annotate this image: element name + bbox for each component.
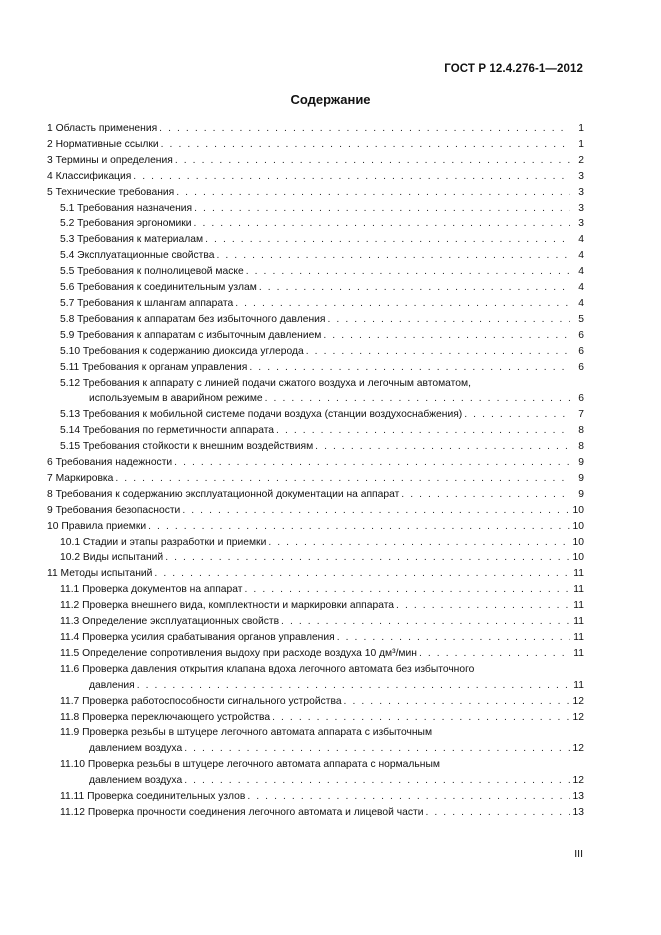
- toc-entry-title: 11.1 Проверка документов на аппарат: [60, 584, 243, 596]
- dot-leader: [464, 407, 570, 423]
- toc-entry[interactable]: [47, 614, 584, 630]
- dot-leader: [176, 185, 570, 201]
- toc-entry-title: 11.12 Проверка прочности соединения легочного автомата и лицевой части: [60, 806, 424, 818]
- toc-page-number: 13: [572, 806, 584, 818]
- toc-page-number: 11: [573, 632, 584, 643]
- toc-entry[interactable]: [47, 169, 584, 185]
- toc-entry-title: 2 Нормативные ссылки: [47, 138, 159, 150]
- toc-entry-title: 5 Технические требования: [47, 186, 175, 198]
- toc-entry[interactable]: [47, 789, 584, 805]
- toc-entry[interactable]: [47, 519, 584, 535]
- toc-entry[interactable]: [47, 566, 584, 582]
- toc-page-number: 4: [578, 297, 584, 309]
- toc-entry-title-continuation: используемым в аварийном режиме: [89, 393, 263, 405]
- toc-page-number: 7: [578, 409, 584, 421]
- dot-leader: [306, 344, 570, 360]
- dot-leader: [268, 535, 570, 551]
- toc-entry-title: 4 Классификация: [47, 170, 132, 182]
- toc-page-number: 1: [578, 138, 584, 150]
- toc-entry-title: 5.5 Требования к полнолицевой маске: [60, 266, 244, 278]
- toc-entry[interactable]: [47, 694, 584, 710]
- dot-leader: [161, 137, 570, 153]
- toc-page-number: 6: [578, 329, 584, 341]
- dot-leader: [419, 646, 570, 662]
- toc-entry-title: 5.8 Требования к аппаратам без избыточного давления: [60, 313, 326, 325]
- toc-entry[interactable]: [47, 439, 584, 455]
- toc-entry-title: 5.2 Требования эргономики: [60, 218, 192, 230]
- dot-leader: [247, 789, 570, 805]
- toc-entry[interactable]: [47, 487, 584, 503]
- dot-leader: [184, 773, 570, 789]
- toc-entry[interactable]: [47, 121, 584, 137]
- dot-leader: [235, 296, 570, 312]
- toc-entry[interactable]: [47, 805, 584, 821]
- toc-entry-title: 11.4 Проверка усилия срабатывания органов управления: [60, 632, 335, 643]
- dot-leader: [133, 169, 570, 185]
- toc-entry-title: 10.2 Виды испытаний: [60, 552, 164, 564]
- toc-entry-title: 5.13 Требования к мобильной системе подачи воздуха (станции воздухоснабжения): [60, 409, 463, 421]
- toc-entry-title: 5.11 Требования к органам управления: [60, 361, 248, 373]
- toc-page-number: 3: [578, 186, 584, 198]
- toc-page-number: 12: [572, 743, 584, 755]
- dot-leader: [244, 582, 570, 598]
- toc-entry[interactable]: [47, 201, 584, 217]
- dot-leader: [174, 455, 570, 471]
- toc-entry[interactable]: [47, 535, 584, 551]
- dot-leader: [396, 598, 570, 614]
- toc-page-number: 5: [578, 313, 584, 325]
- toc-entry[interactable]: [47, 598, 584, 614]
- toc-entry-title: 10 Правила приемки: [47, 520, 147, 532]
- toc-entry[interactable]: [47, 407, 584, 423]
- toc-entry[interactable]: [47, 312, 584, 328]
- toc-entry-title-continuation: давлением воздуха: [89, 775, 183, 787]
- toc-entry[interactable]: [47, 153, 584, 169]
- toc-entry-title: 5.7 Требования к шлангам аппарата: [60, 297, 234, 309]
- toc-page-number: 11: [573, 647, 584, 659]
- toc-page-number: 9: [578, 488, 584, 500]
- toc-entry-title: 7 Маркировка: [47, 472, 114, 484]
- toc-page-number: 12: [572, 711, 584, 723]
- dot-leader: [205, 232, 570, 248]
- toc-page-number: 9: [578, 472, 584, 484]
- toc-page-number: 13: [572, 791, 584, 803]
- toc-entry[interactable]: [47, 550, 584, 566]
- toc-page-number: 8: [578, 441, 584, 453]
- dot-leader: [249, 360, 570, 376]
- toc-entry[interactable]: [47, 582, 584, 598]
- toc-page-number: 1: [578, 123, 584, 134]
- dot-leader: [337, 630, 570, 646]
- dot-leader: [165, 550, 570, 566]
- dot-leader: [276, 423, 570, 439]
- toc-entry-title: 11.11 Проверка соединительных узлов: [60, 791, 246, 803]
- toc-entry-title-continuation: давлением воздуха: [89, 743, 183, 755]
- toc-page-number: 6: [578, 393, 584, 405]
- toc-page-number: 10: [572, 552, 584, 564]
- toc-entry-title: 6 Требования надежности: [47, 457, 173, 469]
- toc-entry[interactable]: [47, 328, 584, 344]
- dot-leader: [315, 439, 570, 455]
- dot-leader: [216, 248, 570, 264]
- dot-leader: [154, 566, 570, 582]
- dot-leader: [182, 503, 570, 519]
- dot-leader: [425, 805, 570, 821]
- table-of-contents: [47, 121, 584, 821]
- dot-leader: [184, 741, 570, 757]
- toc-entry[interactable]: [47, 725, 584, 757]
- toc-page-number: 8: [578, 425, 584, 437]
- toc-entry[interactable]: [47, 630, 584, 646]
- dot-leader: [115, 471, 570, 487]
- toc-page-number: 2: [578, 154, 584, 166]
- dot-leader: [159, 121, 570, 137]
- toc-entry-title-continuation: давления: [89, 679, 135, 691]
- toc-entry-title: 5.6 Требования к соединительным узлам: [60, 282, 257, 294]
- toc-entry-title: 5.10 Требования к содержанию диоксида углерода: [60, 345, 304, 357]
- dot-leader: [281, 614, 570, 630]
- toc-entry-title: 11 Методы испытаний: [47, 568, 153, 580]
- toc-page-number: 4: [578, 282, 584, 294]
- toc-entry[interactable]: [47, 423, 584, 439]
- dot-leader: [259, 280, 570, 296]
- toc-page-number: 12: [572, 695, 584, 707]
- toc-entry-title: 11.7 Проверка работоспособности сигнального устройства: [60, 695, 342, 707]
- toc-entry[interactable]: [47, 503, 584, 519]
- toc-page-number: 10: [572, 504, 584, 516]
- toc-page-number: 11: [573, 568, 584, 580]
- toc-entry[interactable]: [47, 344, 584, 360]
- dot-leader: [328, 312, 570, 328]
- toc-entry[interactable]: [47, 137, 584, 153]
- toc-page-number: 10: [572, 536, 584, 548]
- toc-entry-title: 5.15 Требования стойкости к внешним воздействиям: [60, 441, 314, 453]
- toc-page-number: 6: [578, 345, 584, 357]
- toc-page-number: 4: [578, 234, 584, 246]
- toc-entry[interactable]: [47, 185, 584, 201]
- page-title: Содержание: [290, 92, 371, 107]
- toc-page-number: 12: [572, 775, 584, 787]
- dot-leader: [175, 153, 570, 169]
- dot-leader: [194, 201, 570, 217]
- toc-entry[interactable]: [47, 757, 584, 789]
- toc-entry[interactable]: [47, 376, 584, 408]
- toc-entry-title: 11.2 Проверка внешнего вида, комплектности и маркировки аппарата: [60, 600, 395, 612]
- toc-entry-title: 5.3 Требования к материалам: [60, 234, 204, 246]
- dot-leader: [272, 710, 570, 726]
- toc-entry-title: 5.4 Эксплуатационные свойства: [60, 250, 215, 262]
- toc-entry[interactable]: [47, 471, 584, 487]
- toc-entry-title: 5.12 Требования к аппарату с линией подачи сжатого воздуха и легочным автоматом,: [60, 377, 471, 389]
- toc-entry[interactable]: [47, 710, 584, 726]
- toc-entry-title: 3 Термины и определения: [47, 154, 173, 166]
- toc-page-number: 4: [578, 266, 584, 278]
- dot-leader: [246, 264, 570, 280]
- toc-page-number: 3: [578, 218, 584, 230]
- toc-page-number: 9: [578, 457, 584, 469]
- dot-leader: [323, 328, 570, 344]
- toc-entry[interactable]: [47, 264, 584, 280]
- toc-entry-title: 1 Область применения: [47, 123, 158, 134]
- toc-entry[interactable]: [47, 232, 584, 248]
- toc-entry[interactable]: [47, 216, 584, 232]
- dot-leader: [137, 678, 570, 694]
- toc-entry[interactable]: [47, 248, 584, 264]
- dot-leader: [265, 391, 570, 407]
- toc-entry[interactable]: [47, 280, 584, 296]
- toc-entry-title: 9 Требования безопасности: [47, 504, 181, 516]
- toc-page-number: 10: [572, 520, 584, 532]
- toc-page-number: 4: [578, 250, 584, 262]
- toc-entry[interactable]: [47, 646, 584, 662]
- toc-entry-title: 10.1 Стадии и этапы разработки и приемки: [60, 536, 267, 548]
- toc-page-number: 3: [578, 202, 584, 214]
- toc-entry[interactable]: [47, 455, 584, 471]
- dot-leader: [148, 519, 570, 535]
- toc-entry-title: 11.8 Проверка переключающего устройства: [60, 711, 271, 723]
- toc-entry-title: 11.10 Проверка резьбы в штуцере легочного автомата аппарата с нормальным: [60, 759, 440, 771]
- toc-entry-title: 5.1 Требования назначения: [60, 202, 193, 214]
- toc-entry-title: 5.9 Требования к аппаратам с избыточным давлением: [60, 329, 322, 341]
- toc-entry[interactable]: [47, 662, 584, 694]
- toc-entry-title: 8 Требования к содержанию эксплуатационной документации на аппарат: [47, 488, 400, 500]
- toc-page-number: 11: [573, 584, 584, 596]
- toc-page-number: 11: [573, 679, 584, 691]
- toc-page-number: 3: [578, 170, 584, 182]
- toc-entry-title: 11.5 Определение сопротивления выдоху при расходе воздуха 10 дм³/мин: [60, 647, 417, 659]
- toc-entry-title: 5.14 Требования по герметичности аппарата: [60, 425, 275, 437]
- dot-leader: [344, 694, 570, 710]
- document-code: ГОСТ Р 12.4.276-1—2012: [444, 63, 583, 75]
- toc-entry-title: 11.9 Проверка резьбы в штуцере легочного автомата аппарата с избыточным: [60, 727, 433, 739]
- dot-leader: [401, 487, 570, 503]
- toc-page-number: 6: [578, 361, 584, 373]
- toc-entry-title: 11.6 Проверка давления открытия клапана вдоха легочного автомата без избыточного: [60, 663, 475, 675]
- toc-entry[interactable]: [47, 296, 584, 312]
- toc-page-number: 11: [573, 600, 584, 612]
- toc-entry[interactable]: [47, 360, 584, 376]
- toc-entry-title: 11.3 Определение эксплуатационных свойств: [60, 616, 280, 628]
- dot-leader: [194, 216, 570, 232]
- toc-page-number: 11: [573, 616, 584, 628]
- page-number: III: [574, 848, 583, 860]
